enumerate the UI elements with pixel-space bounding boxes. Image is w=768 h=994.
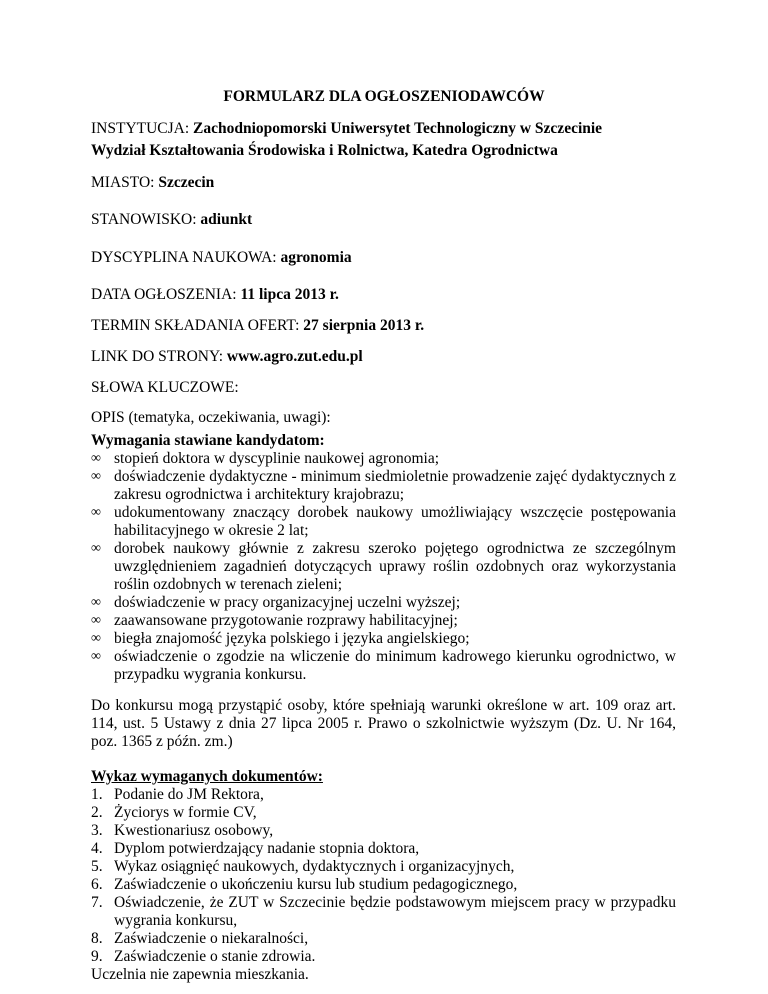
document-item — [91, 948, 676, 966]
requirement-text: oświadczenie o zgodzie na wliczenie do minimum kadrowego kierunku ogrodnictwo, w przypadku wygrania konkursu. — [114, 648, 676, 683]
requirement-text: dorobek naukowy głównie z zakresu szeroko pojętego ogrodnictwa ze szczególnym uwzględnieniem zagadnień dotyczących uprawy roślin ozdobnych oraz wykorzystania roślin ozdobnych w terenach zieleni; — [114, 540, 676, 593]
announcement-date-label: DATA OGŁOSZENIA: — [91, 286, 237, 303]
institution-value: Zachodniopomorski Uniwersytet Technologiczny w Szczecinie — [193, 120, 603, 137]
requirement-text: biegła znajomość języka polskiego i języka angielskiego; — [114, 630, 470, 647]
requirement-text: udokumentowany znaczący dorobek naukowy umożliwiający wszczęcie postępowania habilitacyjnego w okresie 2 lat; — [114, 504, 676, 539]
requirement-item — [91, 630, 676, 648]
infinity-bullet-icon: ∞ — [91, 595, 101, 610]
document-text: Wykaz osiągnięć naukowych, dydaktycznych i organizacyjnych, — [114, 858, 515, 875]
document-item — [91, 804, 676, 822]
document-item — [91, 822, 676, 840]
document-number: 5. — [91, 858, 103, 875]
institution-row — [91, 120, 602, 138]
description-label: OPIS (tematyka, oczekiwania, uwagi): — [91, 409, 331, 426]
document-number: 3. — [91, 822, 103, 839]
document-number: 9. — [91, 948, 103, 965]
institution-label: INSTYTUCJA: — [91, 120, 190, 137]
requirements-heading-text: Wymagania stawiane kandydatom: — [91, 432, 325, 449]
infinity-bullet-icon: ∞ — [91, 613, 101, 628]
requirement-text: stopień doktora w dyscyplinie naukowej agronomia; — [114, 450, 440, 467]
deadline-row — [91, 317, 424, 335]
keywords-label: SŁOWA KLUCZOWE: — [91, 379, 239, 396]
link-value: www.agro.zut.edu.pl — [226, 348, 363, 365]
department-row — [91, 142, 558, 160]
document-text: Zaświadczenie o ukończeniu kursu lub studium pedagogicznego, — [114, 876, 518, 893]
discipline-row — [91, 249, 352, 267]
requirement-item — [91, 468, 676, 504]
document-number: 7. — [91, 894, 103, 911]
document-item — [91, 786, 676, 804]
description-row — [91, 409, 331, 427]
document-number: 6. — [91, 876, 103, 893]
document-number: 8. — [91, 930, 103, 947]
requirement-text: doświadczenie dydaktyczne - minimum siedmioletnie prowadzenie zajęć dydaktycznych z zakresu ogrodnictwa i architektury krajobrazu; — [114, 468, 676, 503]
position-value: adiunkt — [200, 211, 253, 228]
document-number: 1. — [91, 786, 103, 803]
document-text: Zaświadczenie o niekaralności, — [114, 930, 309, 947]
infinity-bullet-icon: ∞ — [91, 469, 101, 484]
discipline-label: DYSCYPLINA NAUKOWA: — [91, 249, 277, 266]
position-label: STANOWISKO: — [91, 211, 197, 228]
requirement-item — [91, 504, 676, 540]
documents-heading-text: Wykaz wymaganych dokumentów: — [91, 768, 323, 785]
documents-heading — [91, 768, 323, 786]
link-row — [91, 348, 363, 366]
document-number: 4. — [91, 840, 103, 857]
department-value: Wydział Kształtowania Środowiska i Rolnictwa, Katedra Ogrodnictwa — [91, 142, 558, 159]
document-item — [91, 858, 676, 876]
infinity-bullet-icon: ∞ — [91, 541, 101, 556]
footer-note: Uczelnia nie zapewnia mieszkania. — [91, 966, 309, 983]
requirement-item — [91, 450, 676, 468]
document-text: Kwestionariusz osobowy, — [114, 822, 274, 839]
infinity-bullet-icon: ∞ — [91, 649, 101, 664]
document-item — [91, 894, 676, 930]
deadline-value: 27 sierpnia 2013 r. — [303, 317, 425, 334]
infinity-bullet-icon: ∞ — [91, 451, 101, 466]
city-row — [91, 174, 214, 192]
document-item — [91, 876, 676, 894]
document-item — [91, 840, 676, 858]
requirement-item — [91, 648, 676, 684]
keywords-row — [91, 379, 239, 397]
announcement-date-row — [91, 286, 339, 304]
deadline-label: TERMIN SKŁADANIA OFERT: — [91, 317, 300, 334]
discipline-value: agronomia — [280, 249, 352, 266]
requirement-item — [91, 540, 676, 594]
position-row — [91, 211, 252, 229]
eligibility-paragraph: Do konkursu mogą przystąpić osoby, które spełniają warunki określone w art. 109 oraz art. 114, ust. 5 Ustawy z dnia 27 lipca 2005 r. Prawo o szkolnictwie wyższym (Dz. U. Nr 164, poz. 1365 z późn. zm.) — [91, 697, 676, 750]
infinity-bullet-icon: ∞ — [91, 631, 101, 646]
announcement-date-value: 11 lipca 2013 r. — [240, 286, 339, 303]
city-value: Szczecin — [158, 174, 215, 191]
requirement-text: doświadczenie w pracy organizacyjnej uczelni wyższej; — [114, 594, 461, 611]
requirement-text: zaawansowane przygotowanie rozprawy habilitacyjnej; — [114, 612, 458, 629]
document-text: Podanie do JM Rektora, — [114, 786, 264, 803]
document-number: 2. — [91, 804, 103, 821]
infinity-bullet-icon: ∞ — [91, 505, 101, 520]
document-text: Oświadczenie, że ZUT w Szczecinie będzie podstawowym miejscem pracy w przypadku wygrania konkursu, — [114, 894, 676, 929]
requirement-item — [91, 594, 676, 612]
document-text: Zaświadczenie o stanie zdrowia. — [114, 948, 316, 965]
document-item — [91, 930, 676, 948]
document-text: Dyplom potwierdzający nadanie stopnia doktora, — [114, 840, 420, 857]
requirement-item — [91, 612, 676, 630]
city-label: MIASTO: — [91, 174, 155, 191]
document-text: Życiorys w formie CV, — [114, 804, 257, 821]
page-title: FORMULARZ DLA OGŁOSZENIODAWCÓW — [223, 88, 545, 105]
link-label: LINK DO STRONY: — [91, 348, 224, 365]
requirements-heading — [91, 432, 325, 450]
